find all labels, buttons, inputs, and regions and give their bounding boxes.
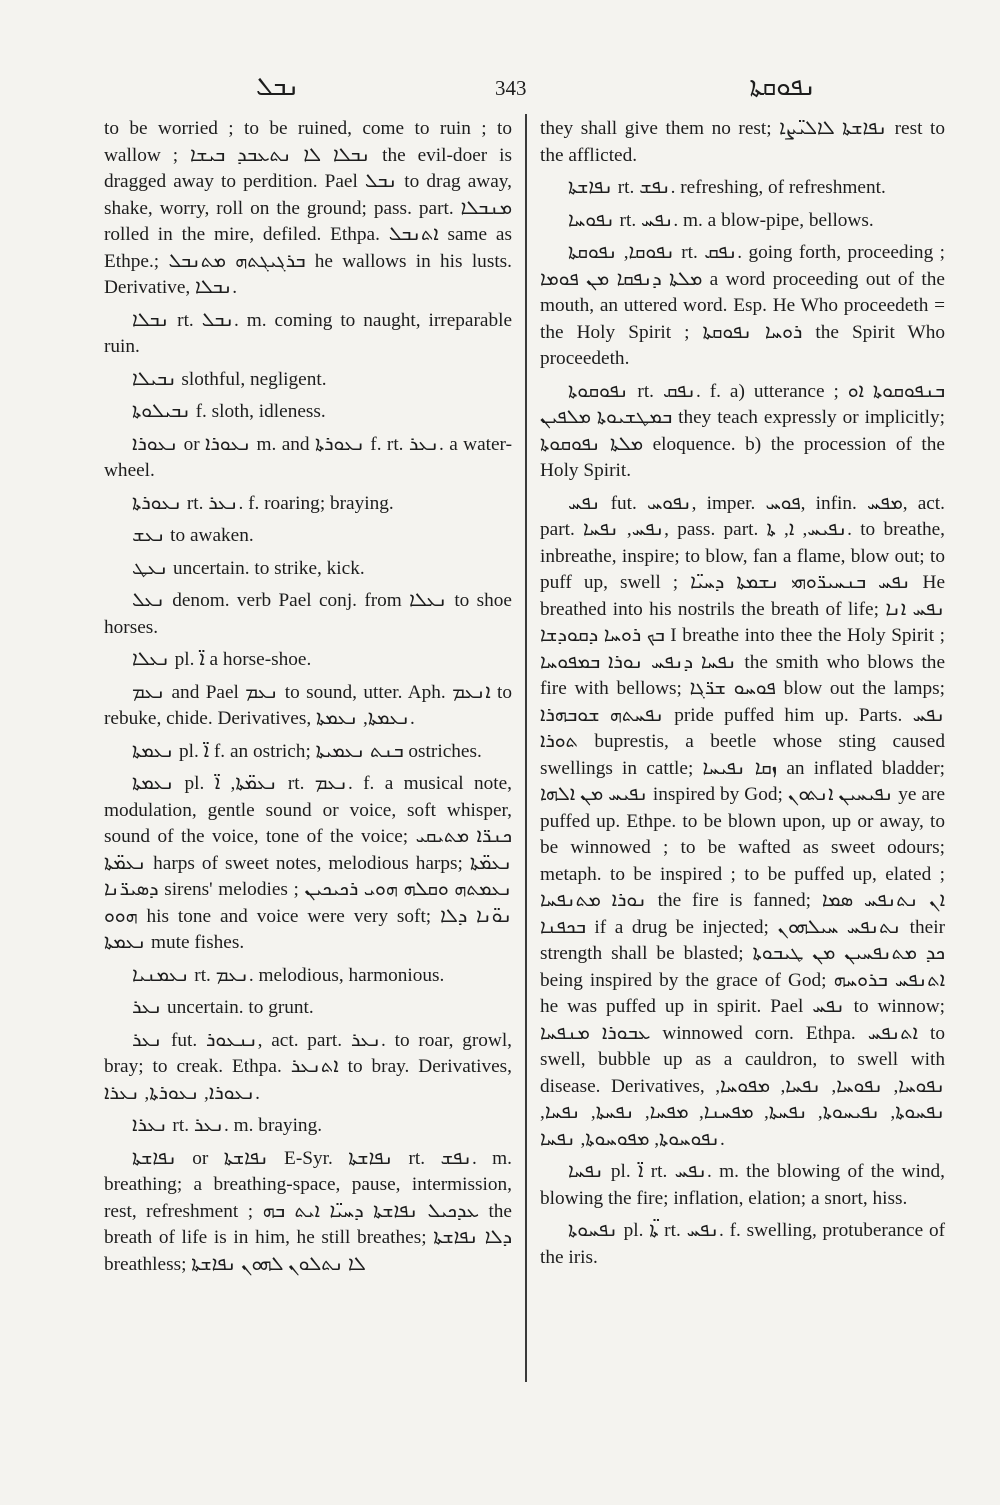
dictionary-entry: ܢܥܛ uncertain. to strike, kick. (132, 557, 365, 579)
dictionary-entry: ܢܦܚܐ pl. ܐ̈ rt. ܢܦܚ. m. the blowing of the wind, blowing the fire; inflation, elation; a snort, hiss. (540, 1161, 945, 1209)
dictionary-entry: ܢܒܝܠܘܬܐ f. sloth, idleness. (132, 401, 326, 422)
dictionary-entry: ܢܥܡ and Pael ܢܥܡ to sound, utter. Aph. ܐܢܥܡ to rebuke, chide. Derivatives, ܢܥܡܬܐ, ܢܥܡܬܐ. (104, 681, 513, 729)
dictionary-entry: ܢܥܠܐ pl. ܐ̈ a horse-shoe. (132, 649, 312, 670)
dictionary-entry: ܢܥܡܢܝܐ rt. ܢܥܡ. melodious, harmonious. (132, 964, 445, 986)
dictionary-entry: to be worried ; to be ruined, come to ruin ; to wallow ; ܢܒܠܐ ܠܐ ܢܬܥܒܕ ܒܝܫܐ the evil-doer is dragged away to perdition. Pael ܢܒܠ to drag away, shake, worry, roll on the ground; pass. part. ܡܢܒܠܐ rolled in the mire, defiled. Ethpa. ܐܬܢܒܠ same as Ethpe.; ܒܪܓܝܓܬܗ ܡܬܢܒܠ he wallows in his lusts. Derivative, ܢܒܠܐ. (104, 118, 512, 298)
page-header (100, 72, 946, 106)
dictionary-entry: ܢܦܚܘܬܐ pl. ܬܐ̈ rt. ܢܦܚ. f. swelling, protuberance of the iris. (540, 1220, 946, 1268)
column-divider (525, 114, 527, 1382)
left-column (104, 116, 512, 1284)
dictionary-entry: ܢܥܠ denom. verb Pael conj. from ܢܥܠܐ to shoe horses. (104, 590, 512, 638)
dictionary-entry: ܢܥܪܐ rt. ܢܥܪ. m. braying. (132, 1115, 323, 1136)
header-right-headword: ܢܦܘܩܬܐ (749, 72, 816, 101)
dictionary-entry: ܢܦܐܫܬܐ or ܢܦܐܫܬܐ E-Syr. ܢܦܐܫܬܐ rt. ܢܦܫ. m. breathing; a breathing-space, pause, intermission, rest, refreshment ; ܥܕܟܝܠ ܢܦܐܫܬܐ ܕܚܝ̈ܐ ܐܝܬ ܒܗ the breath of life is in him, he still breathes; ܕܠܐ ܢܦܐܫܬܐ breathless; ܠܐ ܢܬܠܘܢ ܠܗܘܢ ܢܦܐܫܬܐ (104, 1147, 512, 1275)
dictionary-entry: ܢܥܘܪܐ or ܢܥܘܪܐ m. and ܢܥܘܪܬܐ f. rt. ܢܥܪ. a water-wheel. (104, 433, 512, 481)
dictionary-entry: ܢܥܪ fut. ܢܢܥܘܪ, act. part. ܢܥܪ. to roar, growl, bray; to creak. Ethpa. ܐܬܢܥܪ to bray. Derivatives, ܢܥܘܪܐ, ܢܥܘܪܬܐ, ܢܥܪܐ. (104, 1029, 513, 1104)
dictionary-entry: ܢܦܘܚܐ rt. ܢܦܚ. m. a blow-pipe, bellows. (568, 209, 874, 231)
dictionary-entry: ܢܥܘܪܬܐ rt. ܢܥܪ. f. roaring; braying. (132, 492, 394, 514)
dictionary-entry: ܢܥܡܬܐ pl. ܐ̈ f. an ostrich; ܒܢܬ ܢܥܡܝܬܐ ostriches. (132, 740, 482, 762)
dictionary-entry: ܢܥܪ uncertain. to grunt. (132, 997, 314, 1018)
right-column (540, 116, 945, 1277)
dictionary-entry: ܢܦܚ fut. ܢܦܘܚ, imper. ܦܘܚ, infin. ܡܦܚ, act. part. ܢܦܚ, ܢܦܚܐ, pass. part. ܢܦܝܚ, ܐ, ܬܐ. to breathe, inbreathe, inspire; to blow, fan a flame, blow out; to puff up, swell ; ܢܦܚ ܒܢܚܝܪ̈ܘܗܝ ܢܫܡܬܐ ܕܚܝ̈ܐ He breathed into his nostrils the breath of life; ܢܦܚ ܐܢܐ ܒܟ ܪܘܚܐ ܕܩܘܕܫܐ I breathe into thee the Holy Spirit ; ܢܦܚܐ ܕܢܦܚ ܢܘܪܐ ܒܡܦܘܚܐ the smith who blows the fire with bellows; ܦܘܚܘ ܫܪ̈ܓܐ blow out the lamps; ܢܦܚܬܗ ܫܘܒܗܪܐ pride puffed him up. Parts. ܢܦܚ ܬܘܪܐ buprestis, a beetle whose sting caused swellings in cattle; ܙܩܐ ܢܦܝܚܐ an inflated bladder; ܢܦܝܚ ܡܢ ܐܠܗܐ inspired by God; ܢܦܝܚܝܢ ܐܢܬܘܢ ye are puffed up. Ethpe. to be blown upon, up or away, to be winnowed ; to be wafted as sweet odours; metaph. to be inspired ; to be puffed up, elated ; ܢܘܪܐ ܡܬܢܦܚܐ the fire is fanned; ܐܢ ܢܬܢܦܚ ܣܡܐ ܒܟܦܢܐ if a drug be injected; ܢܬܢܦܚ ܚܝܠܗܘܢ their strength shall be blasted; ܟܕ ܡܬܢܦܚܝܢ ܡܢ ܛܝܒܘܬܐ being inspired by the grace of God; ܐܬܢܦܚ ܒܪܘܚܗ he was puffed up in spirit. Pael ܢܦܚ to winnow; ܥܒܘܪܐ ܡܢܦܚܐ winnowed corn. Ethpa. ܐܬܢܦܚ to swell, bubble up as a cauldron, to swell with disease. Derivatives, ܢܦܘܚܐ, ܢܦܘܚܐ, ܢܦܚܐ, ܡܦܘܚܐ, ܢܦܚܘܬܐ, ܢܦܝܚܘܬܐ, ܢܦܚܬܐ, ܡܦܚܢܐ, ܡܦܚܐ, ܢܦܚܬܐ, ܢܦܚܐ, ܢܦܘܚܘܬܐ, ܡܦܘܚܘܬܐ, ܢܦܚܐ. (540, 492, 946, 1150)
header-left-headword: ܢܒܠ (256, 72, 300, 101)
dictionary-entry: ܢܒܠܐ rt. ܢܒܠ. m. coming to naught, irreparable ruin. (104, 309, 513, 357)
page-number: 343 (495, 76, 527, 100)
dictionary-entry: ܢܦܐܫܬܐ rt. ܢܦܫ. refreshing, of refreshment. (568, 177, 886, 198)
dictionary-entry: ܢܥܫ to awaken. (132, 525, 254, 546)
dictionary-entry: ܢܦܘܩܘܬܐ rt. ܢܦܩ. f. a) utterance ; ܒܢܦܘܩܘܬܐ ܐܘ ܒܡܛܫܝܘܬܐ ܡܠܦܝܢ they teach expressly or implicitly; ܡܠܬܐ ܢܦܘܩܘܬܐ eloquence. b) the procession of the Holy Spirit. (540, 380, 945, 481)
dictionary-entry: they shall give them no rest; ܢܦܐܫܬܐ ܠܐܠܝ̈ܨܐ rest to the afflicted. (540, 118, 945, 166)
dictionary-entry: ܢܥܡܬܐ pl. ܢܥܡ̈ܬܐ, ܐ̈ rt. ܢܥܡ. f. a musical note, modulation, gentle sound or voice, soft whisper, sound of the voice, tone of the voice; ܟܢܪ̈ܐ ܡܬܝܩܝ ܢܥܡ̈ܬܐ harps of sweet notes, melodious harps; ܢܥܡ̈ܬܐ ܕܣܝܪ̈ܢܐ sirens' melodies ; ܢܥܡܬܗ ܘܩܠܗ ܗܘܝ ܪܟܝܟܝܢ ܗܘܘ his tone and voice were very soft; ܢܘ̈ܢܐ ܕܠܐ ܢܥܡܬܐ mute fishes. (104, 773, 512, 953)
dictionary-entry: ܢܦܘܩܐ, ܢܦܘܩܬܐ rt. ܢܦܩ. going forth, proceeding ; ܡܠܬܐ ܕܢܦܩܐ ܡܢ ܦܘܡܐ a word proceeding out of the mouth, an uttered word. Esp. He Who proceedeth = the Holy Spirit ; ܪܘܚܐ ܢܦܘܩܬܐ the Spirit Who proceedeth. (540, 242, 945, 369)
dictionary-entry: ܢܒܝܠܐ slothful, negligent. (132, 368, 327, 390)
